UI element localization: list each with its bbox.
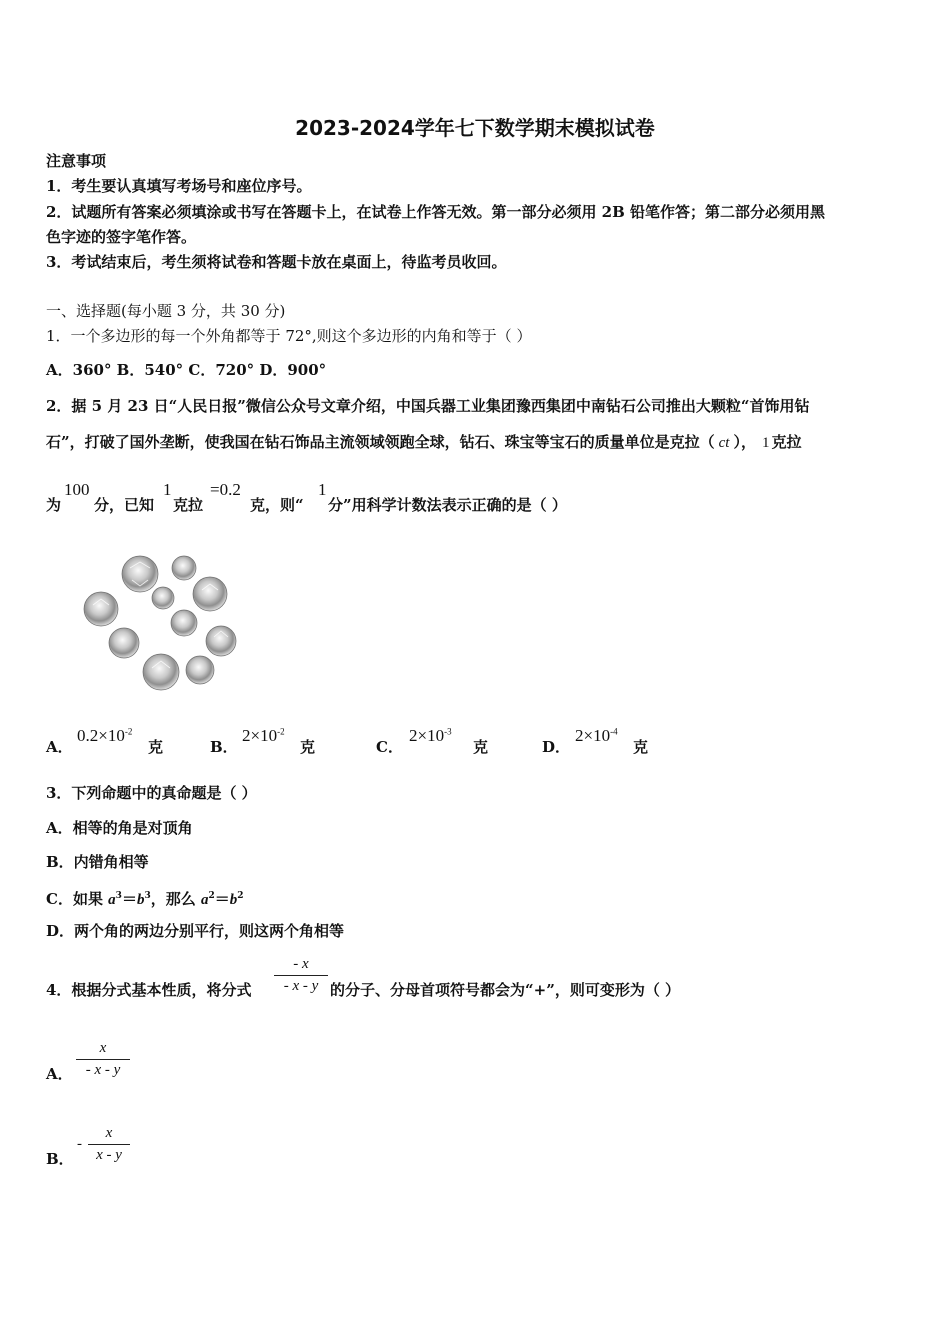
q4-stem-b: 的分子、分母首项符号都会为“+”，则可变形为（ ） xyxy=(330,981,681,999)
q3-c-mid: ，那么 xyxy=(150,890,201,908)
q3-stem: 3．下列命题中的真命题是（ ） xyxy=(46,784,257,802)
q4-frac-bar xyxy=(274,975,328,976)
q4-a-den: - x - y xyxy=(85,1062,121,1078)
q2-option-b-unit: 克 xyxy=(300,738,316,756)
diamond-4 xyxy=(84,592,118,626)
q3-c-eq2: ＝ xyxy=(214,890,230,908)
q2-one2: 1 xyxy=(163,480,172,499)
q2-line2c: 克拉 xyxy=(771,433,802,451)
q2-one: 1 xyxy=(761,435,770,451)
diamond-5 xyxy=(152,587,174,609)
q3-c-a: a xyxy=(108,892,116,908)
q2-line2b: ）， xyxy=(733,433,756,451)
q2-option-c-base: $2\times 10^{-3}$ xyxy=(409,726,452,745)
q3-option-b: B．内错角相等 xyxy=(46,853,149,871)
section-heading: 一、选择题(每小题 3 分，共 30 分) xyxy=(46,302,286,320)
diamond-7 xyxy=(109,628,139,658)
q2-line3c: 克拉 xyxy=(173,496,204,514)
q4-b-bar xyxy=(88,1144,130,1145)
q2-option-c-exp: -3 xyxy=(444,726,452,737)
q3-c-exp-a2: 2 xyxy=(208,891,215,901)
q2-option-c-label: C． xyxy=(376,738,403,756)
q2-hundred: 100 xyxy=(64,480,90,499)
q1-stem: 1．一个多边形的每一个外角都等于 72°,则这个多边形的内角和等于（ ） xyxy=(46,327,532,345)
notice-item-2: 2．试题所有答案必须填涂或书写在答题卡上，在试卷上作答无效。第一部分必须用 2B 铅笔作答；第二部分必须用黑 xyxy=(46,203,826,221)
q4-a-num: x xyxy=(99,1040,107,1056)
q2-option-a-exp: -2 xyxy=(124,726,133,737)
q2-option-d-exp: -4 xyxy=(610,726,618,737)
diamond-6 xyxy=(171,610,197,636)
q3-c-eq: ＝ xyxy=(121,890,137,908)
q4-stem-a: 4．根据分式基本性质，将分式 xyxy=(46,981,252,999)
q3-c-a2: a xyxy=(200,892,209,908)
q2-option-b-exp: -2 xyxy=(277,726,285,737)
q4-option-b-fraction xyxy=(88,1125,130,1164)
q2-ct: ct xyxy=(718,435,730,451)
q2-line2a: 石”，打破了国外垄断，使我国在钻石饰品主流领域领跑全球，钻石、珠宝等宝石的质量单位是克拉（ xyxy=(46,433,715,451)
q2-line3e: 分”用科学计数法表示正确的是（ ） xyxy=(328,496,567,514)
diamond-10 xyxy=(186,656,214,684)
diamond-1 xyxy=(122,556,158,592)
q2-option-d-unit: 克 xyxy=(633,738,649,756)
diamond-9 xyxy=(143,654,179,690)
diamond-3 xyxy=(193,577,227,611)
q2-line3d: 克，则“ xyxy=(250,496,304,514)
q4-option-a-fraction xyxy=(76,1040,130,1079)
q3-c-exp-a: 3 xyxy=(115,891,122,901)
diamond-2 xyxy=(172,556,196,580)
q4-fraction xyxy=(274,956,328,995)
q2-option-a-label: A． xyxy=(46,738,73,756)
q4-option-b-sign: - xyxy=(77,1136,82,1152)
notice-item-2-cont: 色字迹的签字笔作答。 xyxy=(46,228,197,246)
q3-c-exp-b: 3 xyxy=(144,891,151,901)
q2-line3a: 为 xyxy=(46,496,62,514)
q4-frac-num: - x xyxy=(293,956,309,972)
q3-c-b2: b xyxy=(229,892,238,908)
q4-option-a-label: A． xyxy=(46,1065,73,1083)
q2-option-a-base: $0.2\times 10^{-2}$ xyxy=(77,726,133,745)
q2-option-b-base: $2\times 10^{-2}$ xyxy=(242,726,285,745)
q2-option-d-base: $2\times 10^{-4}$ xyxy=(575,726,618,745)
q2-line2 xyxy=(46,431,802,454)
q2-option-b-label: B． xyxy=(210,738,238,756)
q2-option-d-label: D． xyxy=(542,738,571,756)
q4-a-bar xyxy=(76,1059,130,1060)
q2-line1: 2．据 5 月 23 日“人民日报”微信公众号文章介绍，中国兵器工业集团豫西集团中南钻石公司推出大颗粒“首饰用钻 xyxy=(46,397,810,415)
notice-item-3: 3．考试结束后，考生须将试卷和答题卡放在桌面上，待监考员收回。 xyxy=(46,253,507,271)
q3-option-c xyxy=(46,885,244,911)
notice-heading: 注意事项 xyxy=(46,152,107,170)
q2-one3: 1 xyxy=(318,480,327,499)
diamonds-image xyxy=(78,548,248,696)
page-title: 2023-2024学年七下数学期末模拟试卷 xyxy=(295,116,655,140)
q2-line3b: 分，已知 xyxy=(94,496,155,514)
q4-frac-den: - x - y xyxy=(283,978,319,994)
q3-c-b: b xyxy=(136,892,145,908)
q3-option-d: D．两个角的两边分别平行，则这两个角相等 xyxy=(46,922,345,940)
q4-b-den: x - y xyxy=(96,1147,122,1163)
q2-eq: =0.2 xyxy=(210,480,241,499)
q4-b-num: x xyxy=(105,1125,113,1141)
notice-item-1: 1．考生要认真填写考场号和座位序号。 xyxy=(46,177,312,195)
q2-option-c-unit: 克 xyxy=(473,738,489,756)
q4-option-b-label: B． xyxy=(46,1150,74,1168)
q3-option-a: A．相等的角是对顶角 xyxy=(46,819,193,837)
q3-c-exp-b2: 2 xyxy=(237,891,244,901)
q1-options: A．360° B．540° C．720° D．900° xyxy=(46,361,327,379)
q3-c-pre: C．如果 xyxy=(46,890,109,908)
q2-option-a-unit: 克 xyxy=(148,738,164,756)
